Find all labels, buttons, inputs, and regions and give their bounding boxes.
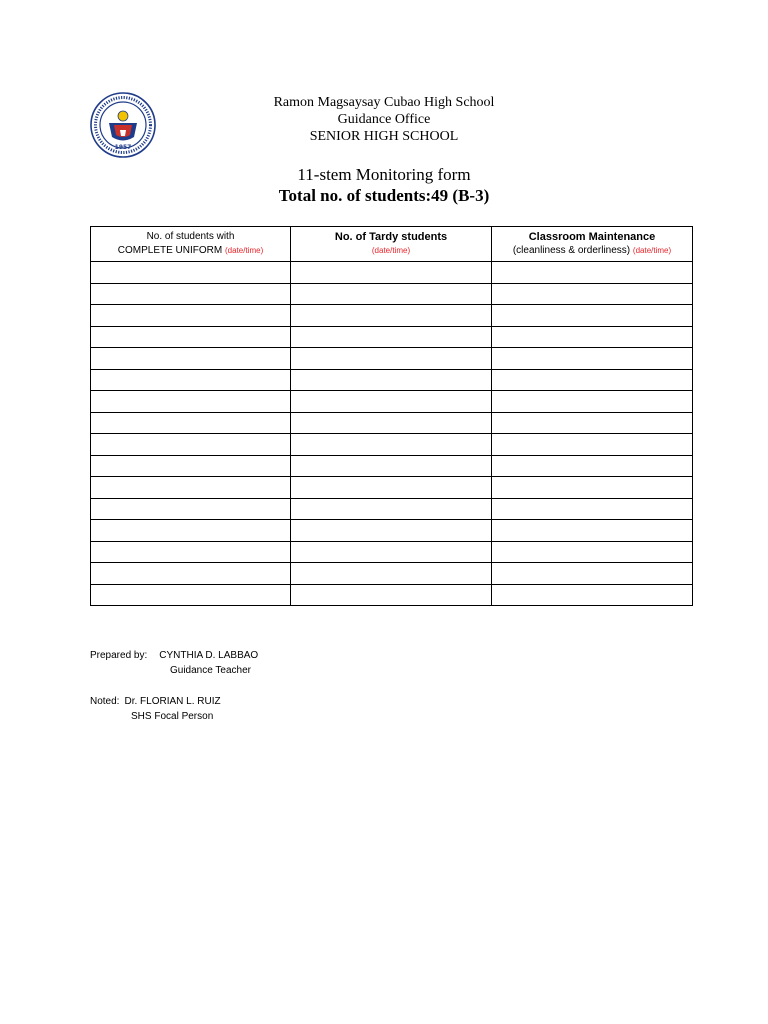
- table-row: [91, 541, 693, 563]
- monitoring-table: [90, 226, 693, 606]
- table-cell[interactable]: [91, 326, 291, 348]
- table-cell[interactable]: [291, 477, 492, 499]
- table-cell[interactable]: [492, 369, 693, 391]
- table-cell[interactable]: [492, 477, 693, 499]
- office-name: Guidance Office: [337, 112, 431, 127]
- table-cell[interactable]: [91, 369, 291, 391]
- col3-line1: Classroom Maintenance: [528, 231, 656, 243]
- table-cell[interactable]: [492, 455, 693, 477]
- table-cell[interactable]: [291, 348, 492, 370]
- table-row: [91, 305, 693, 327]
- table-row: [91, 520, 693, 542]
- table-cell[interactable]: [91, 520, 291, 542]
- table-cell[interactable]: [91, 498, 291, 520]
- table-cell[interactable]: [91, 348, 291, 370]
- table-cell[interactable]: [291, 498, 492, 520]
- table-cell[interactable]: [291, 434, 492, 456]
- table-row: [91, 455, 693, 477]
- table-row: [91, 412, 693, 434]
- table-cell[interactable]: [492, 326, 693, 348]
- table-cell[interactable]: [291, 283, 492, 305]
- table-cell[interactable]: [91, 584, 291, 606]
- table-row: [91, 563, 693, 585]
- table-row: [91, 369, 693, 391]
- table-cell[interactable]: [91, 283, 291, 305]
- table-row: [91, 348, 693, 370]
- prepared-name: CYNTHIA D. LABBAO: [159, 650, 259, 661]
- table-row: [91, 283, 693, 305]
- table-cell[interactable]: [291, 262, 492, 284]
- table-cell[interactable]: [91, 262, 291, 284]
- table-cell[interactable]: [91, 412, 291, 434]
- table-cell[interactable]: [91, 541, 291, 563]
- col2-line1: No. of Tardy students: [334, 231, 448, 243]
- table-cell[interactable]: [291, 563, 492, 585]
- table-cell[interactable]: [492, 434, 693, 456]
- table-body: [91, 262, 693, 606]
- col-tardy-students: [291, 227, 492, 262]
- table-row: [91, 262, 693, 284]
- table-cell[interactable]: [291, 520, 492, 542]
- col3-note: (date/time): [632, 246, 672, 255]
- table-cell[interactable]: [492, 563, 693, 585]
- prepared-title: Guidance Teacher: [170, 665, 251, 676]
- table-cell[interactable]: [492, 348, 693, 370]
- table-row: [91, 434, 693, 456]
- table-cell[interactable]: [492, 520, 693, 542]
- table-row: [91, 477, 693, 499]
- total-students: Total no. of students:49 (B-3): [278, 186, 490, 205]
- prepared-label: Prepared by:: [90, 650, 148, 661]
- col-classroom-maintenance: [492, 227, 693, 262]
- table-cell[interactable]: [492, 262, 693, 284]
- table-cell[interactable]: [291, 541, 492, 563]
- col1-note: (date/time): [225, 246, 264, 255]
- col-complete-uniform: [91, 227, 291, 262]
- table-cell[interactable]: [291, 584, 492, 606]
- col2-note: (date/time): [371, 246, 411, 255]
- table-cell[interactable]: [91, 305, 291, 327]
- school-name: Ramon Magsaysay Cubao High School: [273, 95, 495, 110]
- table-cell[interactable]: [291, 412, 492, 434]
- table-row: [91, 584, 693, 606]
- table-cell[interactable]: [291, 455, 492, 477]
- table-cell[interactable]: [91, 391, 291, 413]
- form-titles: [0, 164, 768, 206]
- col1-line1: No. of students with: [146, 231, 235, 242]
- noted-label: Noted:: [90, 696, 120, 707]
- noted-title: SHS Focal Person: [131, 711, 214, 722]
- table-cell[interactable]: [291, 391, 492, 413]
- division-name: SENIOR HIGH SCHOOL: [309, 129, 459, 144]
- table-cell[interactable]: [492, 391, 693, 413]
- table-row: [91, 391, 693, 413]
- table-cell[interactable]: [91, 455, 291, 477]
- table-cell[interactable]: [492, 283, 693, 305]
- noted-name: Dr. FLORIAN L. RUIZ: [124, 696, 221, 707]
- seal-year: 1957: [114, 144, 132, 151]
- table-cell[interactable]: [91, 434, 291, 456]
- table-cell[interactable]: [291, 305, 492, 327]
- form-title: 11-stem Monitoring form: [297, 165, 471, 184]
- school-header: [0, 94, 768, 145]
- table-cell[interactable]: [492, 541, 693, 563]
- table-row: [91, 498, 693, 520]
- col1-line2: COMPLETE UNIFORM: [117, 245, 223, 256]
- table-cell[interactable]: [492, 498, 693, 520]
- table-row: [91, 326, 693, 348]
- table-cell[interactable]: [91, 477, 291, 499]
- noted-by-block: [90, 694, 221, 724]
- table-cell[interactable]: [91, 563, 291, 585]
- table-header-row: [91, 227, 693, 262]
- table-cell[interactable]: [291, 326, 492, 348]
- col3-line2: (cleanliness & orderliness): [512, 245, 631, 256]
- table-cell[interactable]: [492, 584, 693, 606]
- table-cell[interactable]: [492, 305, 693, 327]
- table-cell[interactable]: [492, 412, 693, 434]
- prepared-by-block: [90, 648, 258, 678]
- table-cell[interactable]: [291, 369, 492, 391]
